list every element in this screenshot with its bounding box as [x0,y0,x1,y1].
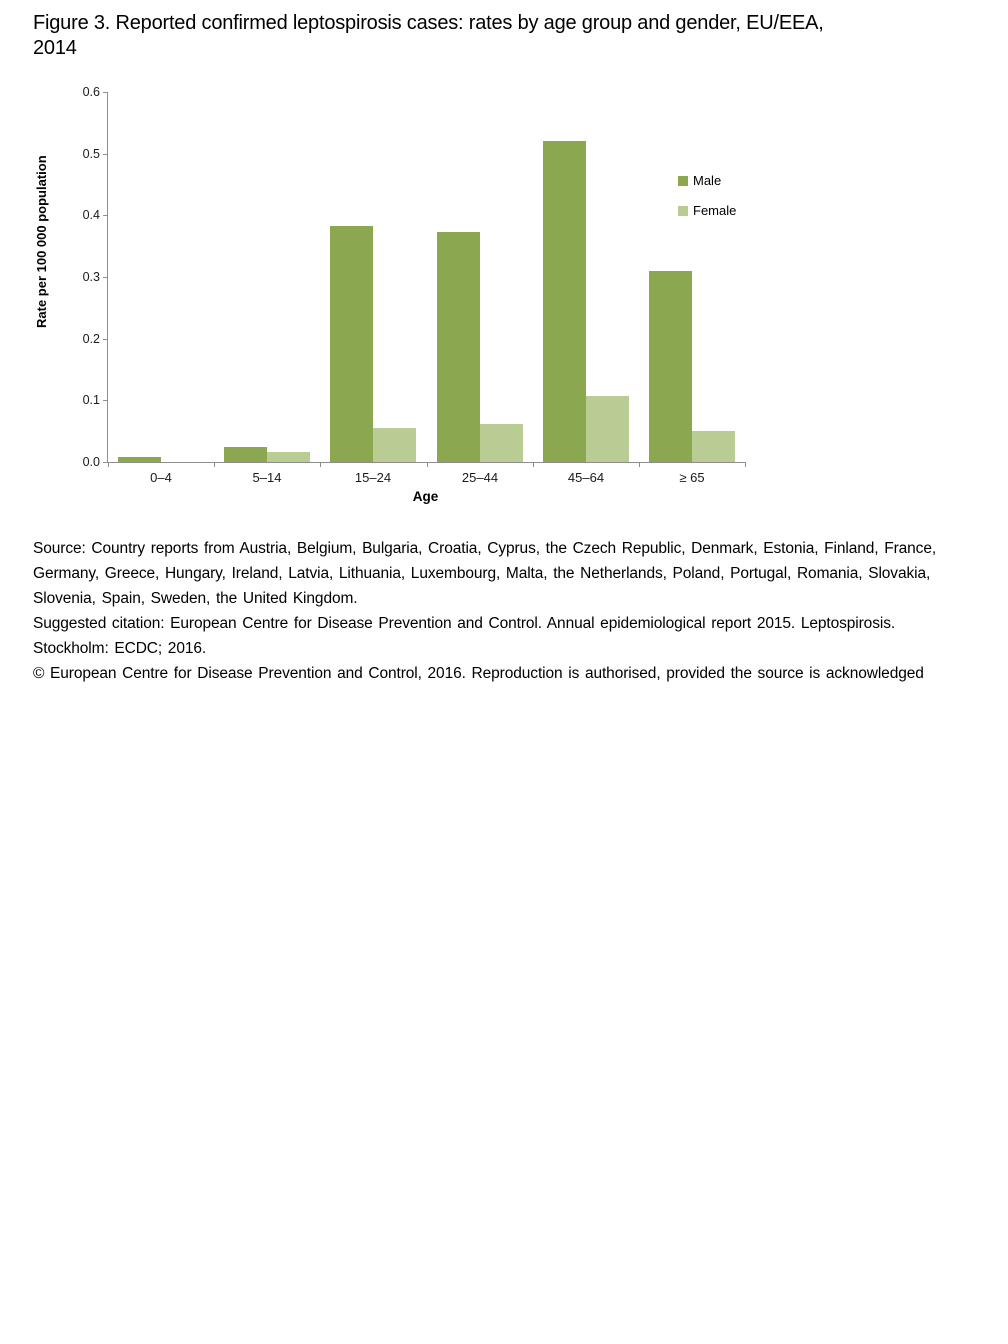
bar-male-5–14 [224,447,267,462]
copyright-line: © European Centre for Disease Prevention and Control, 2016. Reproduction is authorised, provided the source is acknowledged [33,665,924,682]
y-tick-label: 0.4 [82,208,100,222]
male-series-swatch-icon [678,176,688,186]
bar-male-≥ 65 [649,271,692,462]
x-tick-mark [214,462,215,467]
y-tick-label: 0.2 [82,332,100,346]
bar-male-15–24 [330,226,373,462]
chart-legend [678,173,736,233]
source-line-3: Slovenia, Spain, Sweden, the United Kingdom. [33,590,358,607]
bar-female-45–64 [586,396,629,462]
y-tick-label: 0.0 [82,455,100,469]
y-axis-title: Rate per 100 000 population [34,155,49,329]
source-line-1: Source: Country reports from Austria, Belgium, Bulgaria, Croatia, Cyprus, the Czech Republic, Denmark, Estonia, Finland, France, [33,540,937,557]
x-tick-mark [533,462,534,467]
x-tick-mark [639,462,640,467]
x-tick-mark [427,462,428,467]
bar-male-0–4 [118,457,161,462]
x-category-label: 25–44 [461,470,499,485]
x-tick-mark [745,462,746,467]
bar-male-25–44 [437,232,480,462]
y-tick-label: 0.5 [82,147,100,161]
y-tick-label: 0.6 [82,85,100,99]
x-category-label: 15–24 [354,470,392,485]
bar-male-45–64 [543,141,586,462]
bar-female-15–24 [373,428,416,462]
source-paragraph [33,536,936,611]
citation-line-2: Stockholm: ECDC; 2016. [33,640,207,657]
source-line-2: Germany, Greece, Hungary, Ireland, Latvia, Lithuania, Luxembourg, Malta, the Netherlands, Poland, Portugal, Romania, Slovakia, [33,565,931,582]
x-category-label: 0–4 [150,470,172,485]
legend-label-female: Female [693,203,737,218]
x-category-label: 5–14 [252,470,282,485]
citation-paragraph [33,611,924,686]
bar-female-25–44 [480,424,523,462]
y-tick-mark [103,154,108,155]
x-tick-mark [108,462,109,467]
y-tick-mark [103,400,108,401]
bar-chart-plot-area [82,85,745,485]
y-tick-mark [103,92,108,93]
citation-line-1: Suggested citation: European Centre for Disease Prevention and Control. Annual epidemiological report 2015. Leptospirosis. [33,615,896,632]
bar-female-5–14 [267,452,310,462]
legend-label-male: Male [693,173,722,188]
legend-item-male [678,173,736,188]
x-tick-mark [320,462,321,467]
x-category-label: 45–64 [567,470,605,485]
y-tick-mark [103,277,108,278]
y-tick-mark [103,339,108,340]
y-tick-label: 0.3 [82,270,100,284]
figure-title [33,11,824,61]
figure-title-line-2: 2014 [33,37,77,59]
bar-female-≥ 65 [692,431,735,462]
x-category-label: ≥ 65 [679,470,705,485]
female-series-swatch-icon [678,206,688,216]
legend-item-female [678,203,736,218]
figure-title-line-1: Figure 3. Reported confirmed leptospirosis cases: rates by age group and gender, EU/EEA, [33,12,824,34]
y-tick-mark [103,215,108,216]
y-tick-label: 0.1 [82,393,100,407]
x-axis-title: Age [412,489,439,504]
